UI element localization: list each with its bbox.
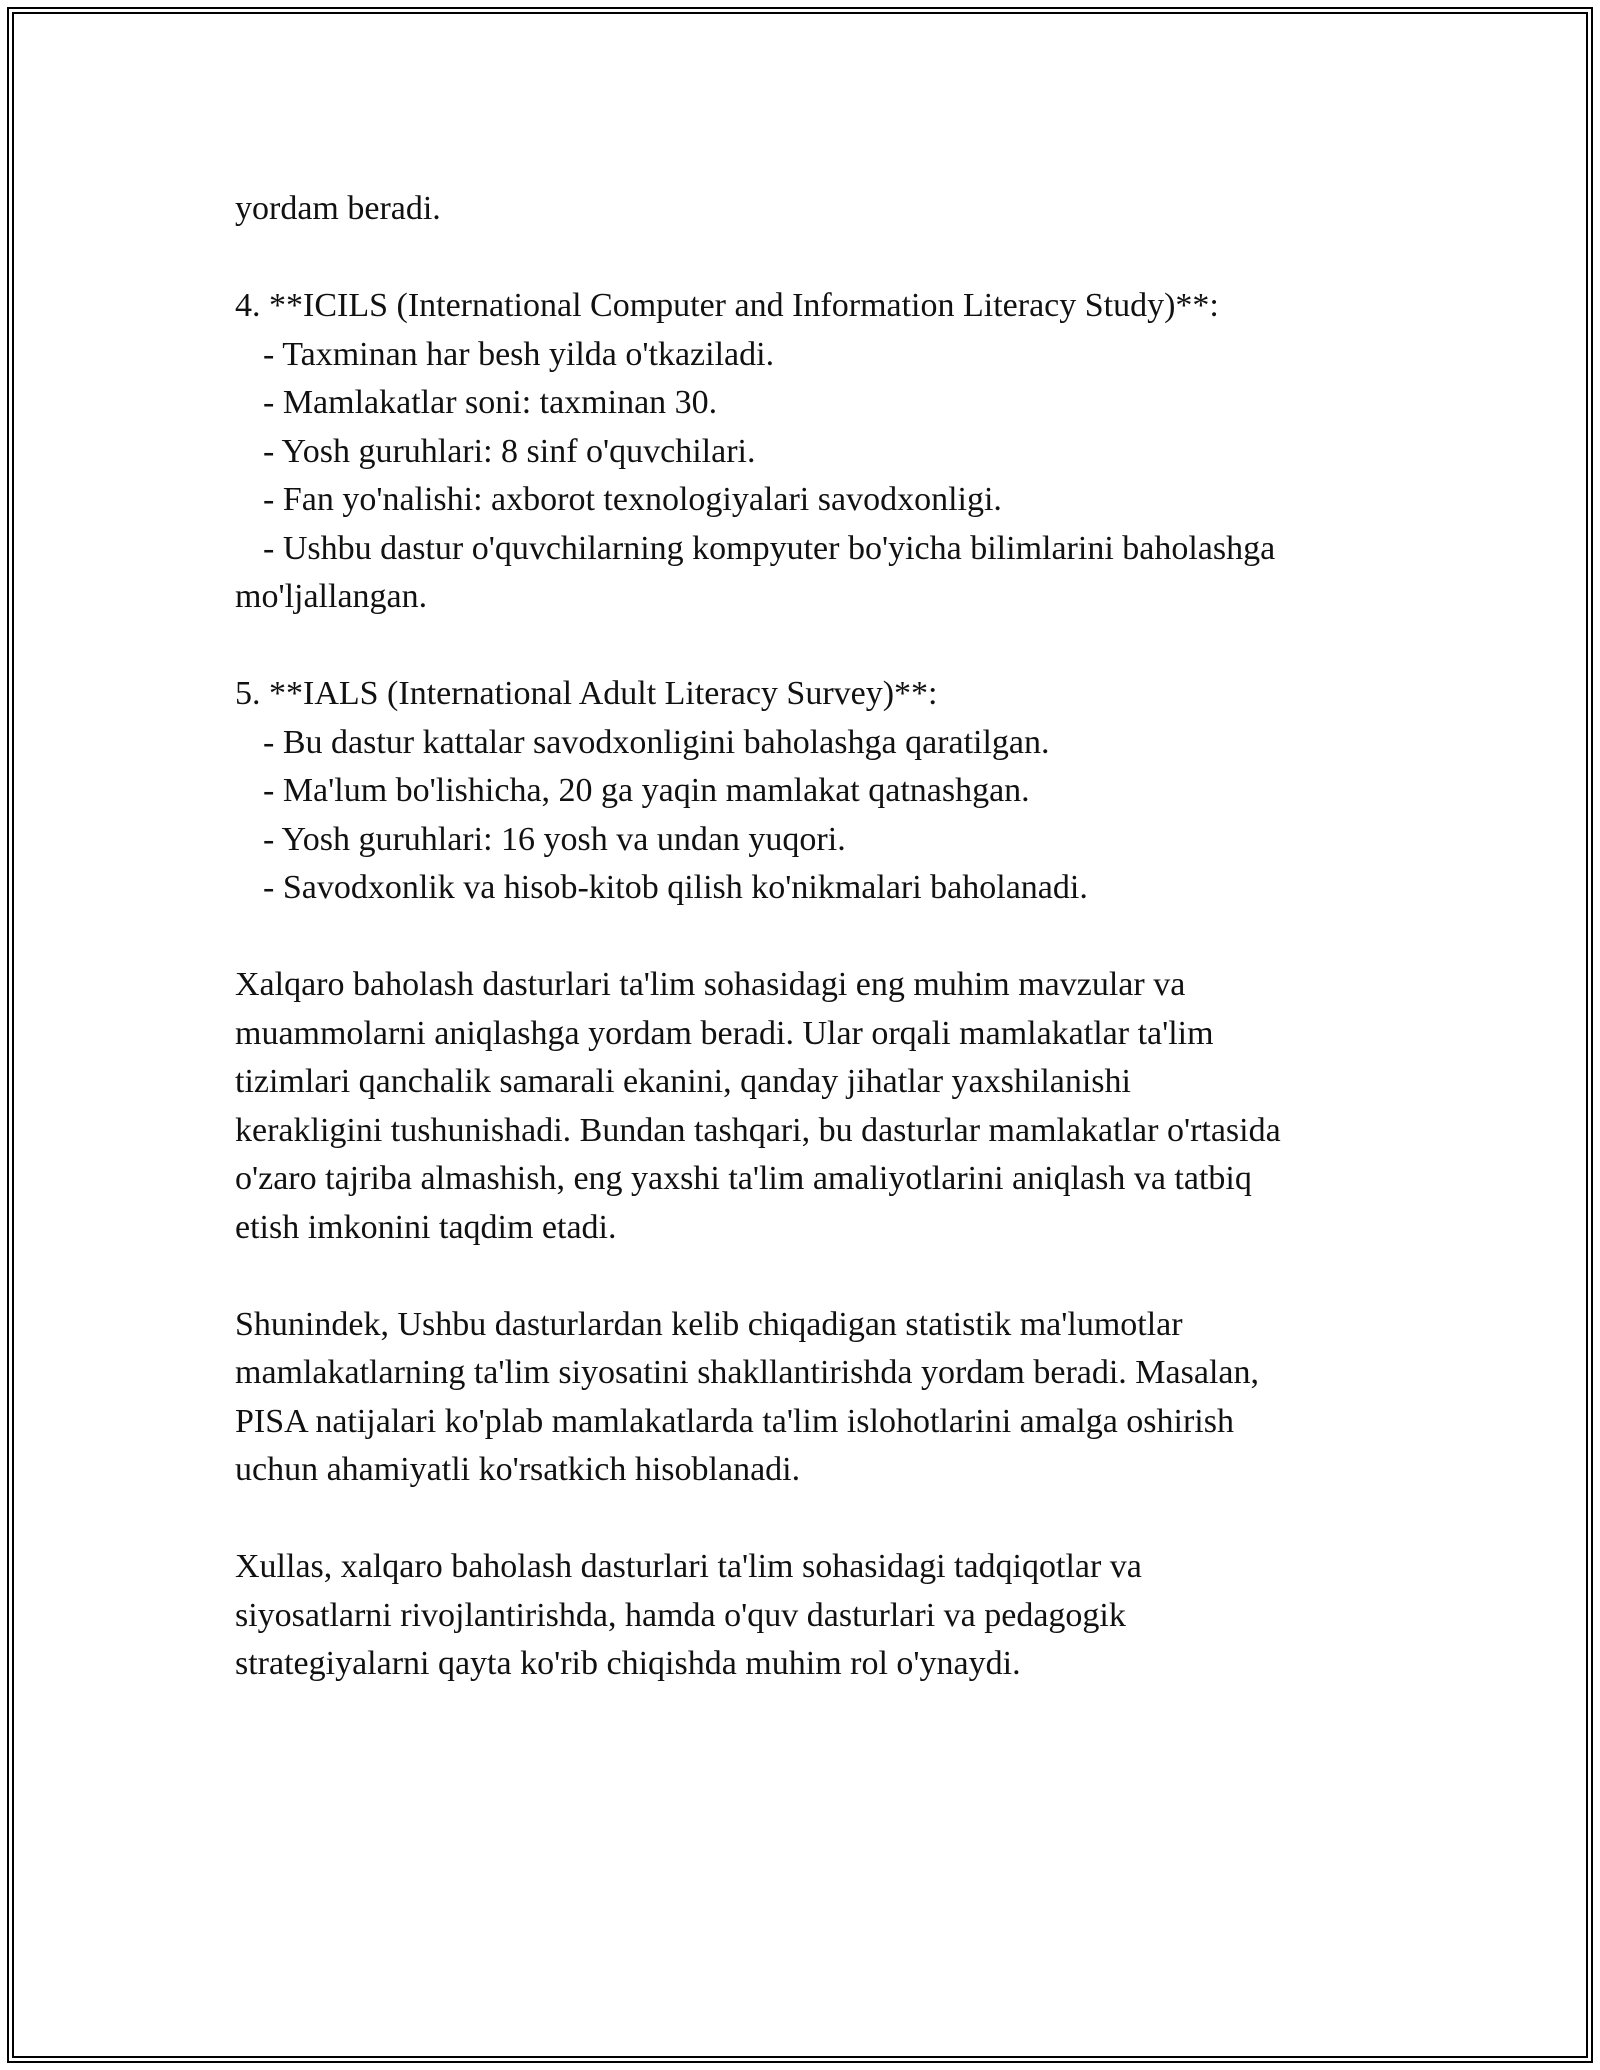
list-item: - Mamlakatlar soni: taxminan 30.	[263, 384, 718, 421]
paragraph-2	[235, 1301, 1385, 1495]
paragraph-line: PISA natijalari ko'plab mamlakatlarda ta'lim islohotlarini amalga oshirish	[235, 1402, 1234, 1440]
list-item: - Fan yo'nalishi: axborot texnologiyalari savodxonligi.	[263, 481, 1002, 518]
paragraph-line: tizimlari qanchalik samarali ekanini, qanday jihatlar yaxshilanishi	[235, 1063, 1131, 1100]
list-item: - Savodxonlik va hisob-kitob qilish ko'nikmalari baholanadi.	[263, 869, 1088, 906]
paragraph-line: uchun ahamiyatli ko'rsatkich hisoblanadi.	[235, 1451, 801, 1488]
paragraph-line: Xullas, xalqaro baholash dasturlari ta'lim sohasidagi tadqiqotlar va	[235, 1548, 1142, 1585]
list-item: - Yosh guruhlari: 16 yosh va undan yuqori.	[263, 820, 846, 858]
list-item: - Bu dastur kattalar savodxonligini baholashga qaratilgan.	[263, 723, 1050, 761]
paragraph-line: etish imkonini taqdim etadi.	[235, 1208, 617, 1246]
list-item: - Yosh guruhlari: 8 sinf o'quvchilari.	[263, 432, 756, 470]
list-item: - Ma'lum bo'lishicha, 20 ga yaqin mamlakat qatnashgan.	[263, 772, 1030, 809]
paragraph-line: Shunindek, Ushbu dasturlardan kelib chiqadigan statistik ma'lumotlar	[235, 1305, 1183, 1343]
spacer	[235, 1495, 1385, 1544]
spacer	[235, 622, 1385, 671]
spacer	[235, 1252, 1385, 1301]
paragraph-line: o'zaro tajriba almashish, eng yaxshi ta'lim amaliyotlarini aniqlash va tatbiq	[235, 1160, 1252, 1197]
paragraph-line: kerakligini tushunishadi. Bundan tashqari, bu dasturlar mamlakatlar o'rtasida	[235, 1111, 1281, 1149]
paragraph-line: mamlakatlarning ta'lim siyosatini shakllantirishda yordam beradi. Masalan,	[235, 1354, 1259, 1391]
list-item-continuation: mo'ljallangan.	[235, 578, 428, 615]
section-heading-ials: 5. **IALS (International Adult Literacy Survey)**:	[235, 675, 938, 712]
document-body	[235, 185, 1385, 1689]
spacer	[235, 913, 1385, 962]
paragraph-line: strategiyalarni qayta ko'rib chiqishda muhim rol o'ynaydi.	[235, 1645, 1021, 1682]
spacer	[235, 234, 1385, 283]
list-item: - Ushbu dastur o'quvchilarning kompyuter bo'yicha bilimlarini baholashga	[263, 529, 1276, 567]
section-heading-icils: 4. **ICILS (International Computer and Information Literacy Study)**:	[235, 287, 1219, 324]
intro-tail-text: yordam beradi.	[235, 190, 441, 227]
list-item: - Taxminan har besh yilda o'tkaziladi.	[263, 335, 775, 373]
paragraph-line: muammolarni aniqlashga yordam beradi. Ular orqali mamlakatlar ta'lim	[235, 1014, 1214, 1052]
paragraph-line: Xalqaro baholash dasturlari ta'lim sohasidagi eng muhim mavzular va	[235, 966, 1186, 1003]
paragraph-1	[235, 961, 1385, 1252]
paragraph-line: siyosatlarni rivojlantirishda, hamda o'quv dasturlari va pedagogik	[235, 1596, 1126, 1634]
paragraph-3	[235, 1543, 1385, 1689]
